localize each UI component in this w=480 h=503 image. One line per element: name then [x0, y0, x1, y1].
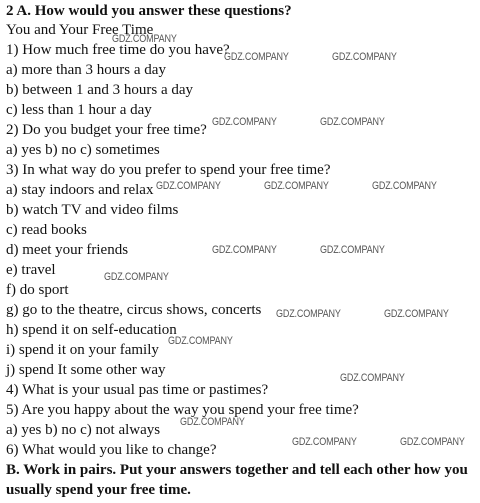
question-1: 1) How much free time do you have?	[6, 42, 230, 58]
q3-option-a: a) stay indoors and relax	[6, 182, 154, 198]
q3-option-c: c) read books	[6, 222, 87, 238]
question-3: 3) In what way do you prefer to spend your free time?	[6, 162, 331, 178]
watermark-text: GDZ.COMPANY	[320, 116, 385, 128]
q3-option-h: h) spend it on self-education	[6, 322, 177, 338]
q2-options: a) yes b) no c) sometimes	[6, 142, 160, 158]
watermark-text: GDZ.COMPANY	[320, 244, 385, 256]
watermark-text: GDZ.COMPANY	[212, 244, 277, 256]
question-6: 6) What would you like to change?	[6, 442, 217, 458]
watermark-text: GDZ.COMPANY	[292, 436, 357, 448]
q3-option-j: j) spend It some other way	[6, 362, 166, 378]
watermark-text: GDZ.COMPANY	[400, 436, 465, 448]
watermark-text: GDZ.COMPANY	[372, 180, 437, 192]
watermark-text: GDZ.COMPANY	[156, 180, 221, 192]
task-b-line-2: usually spend your free time.	[6, 482, 191, 498]
question-2: 2) Do you budget your free time?	[6, 122, 207, 138]
watermark-text: GDZ.COMPANY	[276, 308, 341, 320]
watermark-text: GDZ.COMPANY	[168, 335, 233, 347]
watermark-text: GDZ.COMPANY	[264, 180, 329, 192]
q1-option-b: b) between 1 and 3 hours a day	[6, 82, 194, 98]
watermark-text: GDZ.COMPANY	[104, 271, 169, 283]
q3-option-f: f) do sport	[6, 282, 69, 298]
section-title: You and Your Free Time	[6, 22, 154, 38]
watermark-text: GDZ.COMPANY	[332, 51, 397, 63]
q3-option-i: i) spend it on your family	[6, 342, 159, 358]
watermark-text: GDZ.COMPANY	[384, 308, 449, 320]
watermark-text: GDZ.COMPANY	[180, 416, 245, 428]
watermark-text: GDZ.COMPANY	[112, 33, 177, 45]
watermark-text: GDZ.COMPANY	[224, 51, 289, 63]
q3-option-g: g) go to the theatre, circus shows, concerts	[6, 302, 262, 318]
question-4: 4) What is your usual pas time or pastimes?	[6, 382, 269, 398]
watermark-text: GDZ.COMPANY	[340, 372, 405, 384]
q1-option-a: a) more than 3 hours a day	[6, 62, 166, 78]
watermark-text: GDZ.COMPANY	[212, 116, 277, 128]
q3-option-e: e) travel	[6, 262, 56, 278]
q3-option-b: b) watch TV and video films	[6, 202, 179, 218]
q5-options: a) yes b) no c) not always	[6, 422, 161, 438]
question-5: 5) Are you happy about the way you spend your free time?	[6, 402, 359, 418]
q3-option-d: d) meet your friends	[6, 242, 129, 258]
q1-option-c: c) less than 1 hour a day	[6, 102, 152, 118]
task-b-line-1: B. Work in pairs. Put your answers together and tell each other how you	[6, 462, 468, 478]
task-a-heading: 2 A. How would you answer these questions?	[6, 3, 292, 19]
